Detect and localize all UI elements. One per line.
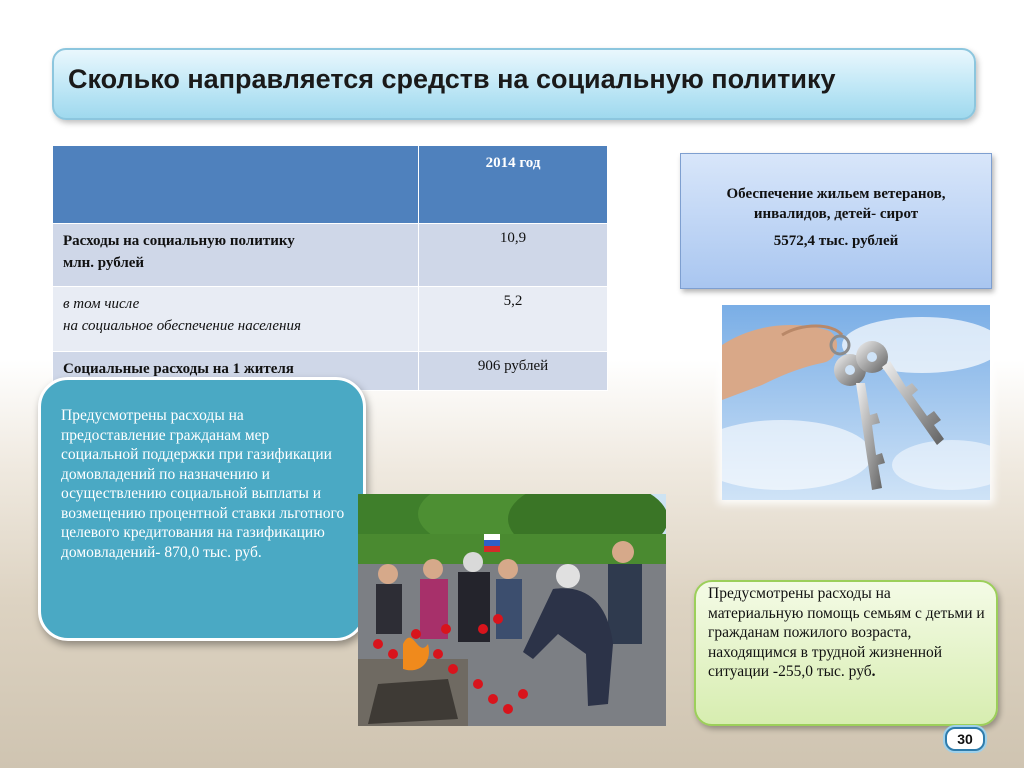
table-row-value: 906 рублей — [419, 352, 608, 391]
row-label-line1: Расходы на социальную политику — [63, 233, 295, 249]
gas-support-info-box — [38, 377, 366, 641]
slide-title-box — [52, 48, 976, 120]
keys-photo-svg — [722, 305, 990, 500]
row-label-line2: на социальное обеспечение населения — [63, 318, 301, 334]
gas-support-text: Предусмотрены расходы на предоставление гражданам мер социальной поддержки при газификации домовладений по назначению и осуществлению социальной выплаты и возмещению процентной ставки льготного целевого кредитования на газификацию домовладений- 870,0 тыс. руб. — [61, 407, 345, 561]
material-aid-info-box — [694, 580, 998, 726]
material-aid-end-mark: . — [871, 663, 876, 680]
housing-line1: Обеспечение жильем ветеранов, — [726, 186, 946, 202]
keys-photo — [722, 305, 990, 500]
table-row — [53, 224, 608, 287]
table-row-label — [53, 224, 419, 287]
table-row-value: 5,2 — [419, 287, 608, 352]
housing-info-box — [680, 153, 992, 289]
table-row-label — [53, 287, 419, 352]
row-label-line2: млн. рублей — [63, 255, 145, 271]
table-row-value: 10,9 — [419, 224, 608, 287]
memorial-photo — [358, 494, 666, 726]
slide-title: Сколько направляется средств на социальную политику — [68, 64, 836, 94]
page-number: 30 — [945, 727, 985, 751]
table-header-row — [53, 146, 608, 224]
housing-amount: 5572,4 тыс. рублей — [773, 233, 899, 249]
table-header-empty-cell — [53, 146, 419, 224]
table-header-year: 2014 год — [419, 146, 608, 224]
table-row-label: Социальные расходы на 1 жителя — [53, 352, 419, 391]
housing-description — [681, 184, 991, 224]
housing-line2: инвалидов, детей- сирот — [753, 206, 919, 222]
material-aid-body: Предусмотрены расходы на материальную помощь семьям с детьми и гражданам пожилого возраста, находящимся в трудной жизненной ситуации -255,0 тыс. руб — [708, 585, 985, 680]
expenses-table — [52, 145, 608, 391]
row-label-line1: в том числе — [63, 296, 140, 312]
table-row — [53, 287, 608, 352]
memorial-photo-svg — [358, 494, 666, 726]
material-aid-text — [708, 584, 988, 682]
